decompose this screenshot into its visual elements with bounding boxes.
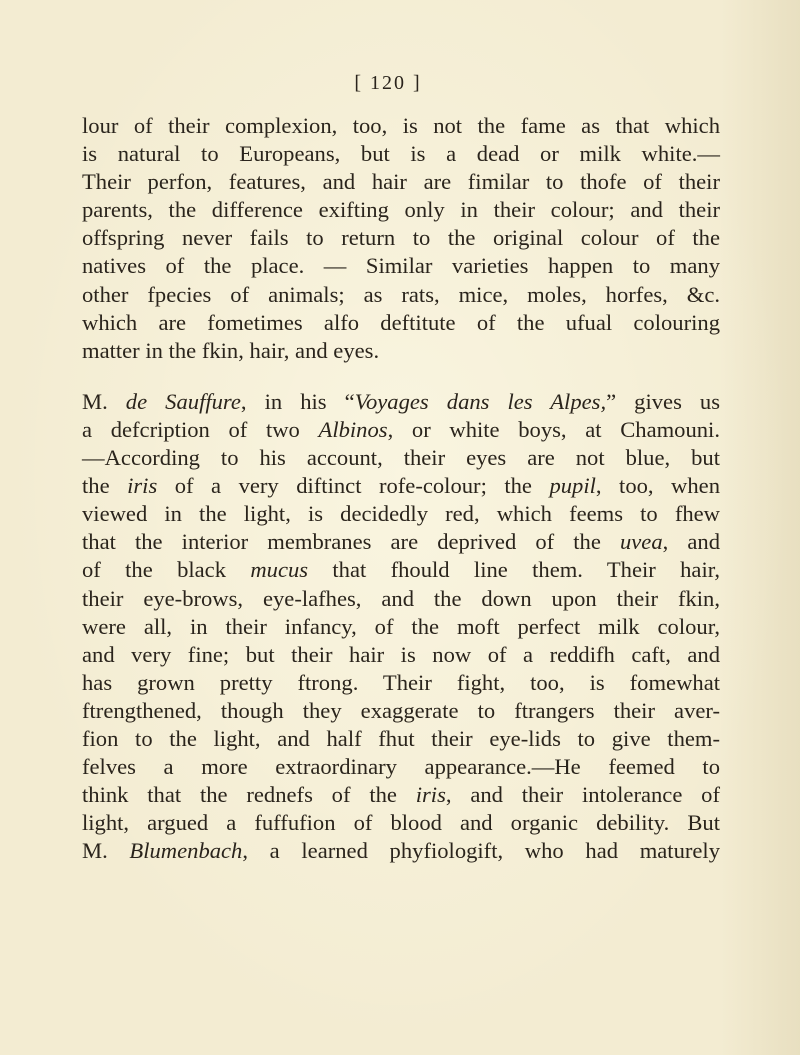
text-run: think that the rednefs of the [82, 782, 416, 808]
text-run: , and [662, 529, 720, 555]
text-line: parents, the difference exifting only in their colour; and their [82, 197, 720, 223]
text-run: , and their intolerance of [445, 782, 720, 808]
paragraph-1 [82, 112, 720, 365]
text-line: ftrengthened, though they exaggerate to ftrangers their aver- [82, 697, 720, 723]
text-line: light, argued a fuffufion of blood and organic debility. But [82, 810, 720, 836]
text-line: Their perfon, features, and hair are fimilar to thofe of their [82, 169, 720, 195]
italic-term: uvea [619, 529, 663, 555]
italic-term: pupil [549, 473, 596, 499]
italic-term: iris [127, 473, 158, 499]
page-number: [ 120 ] [354, 72, 422, 94]
text-line: has grown pretty ftrong. Their fight, too, is fomewhat [82, 669, 720, 695]
text-run: , too, when [595, 473, 720, 499]
text-line [82, 416, 720, 444]
text-line: natives of the place. — Similar varieties happen to many [82, 253, 720, 279]
text-run: M. [82, 838, 130, 864]
text-line: matter in the fkin, hair, and eyes. [82, 337, 380, 363]
text-run: , in his “ [240, 388, 355, 414]
text-line: lour of their complexion, too, is not the fame as that which [82, 113, 720, 138]
text-run: that the interior membranes are deprived of the [82, 529, 620, 555]
text-line [82, 472, 720, 500]
text-run: of a very diftinct rofe-colour; the [157, 473, 550, 499]
text-line [82, 837, 720, 865]
text-line: viewed in the light, is decidedly red, which feems to fhew [82, 501, 720, 527]
text-line [82, 528, 720, 556]
text-line [82, 388, 720, 416]
text-line [82, 556, 720, 584]
italic-term: Albinos [318, 416, 388, 442]
italic-name: de Sauffure [125, 388, 241, 414]
text-line: other fpecies of animals; as rats, mice, moles, horfes, &c. [82, 281, 720, 307]
text-line: felves a more extraordinary appearance.—He feemed to [82, 754, 720, 780]
text-line: and very fine; but their hair is now of a reddifh caft, and [82, 641, 720, 667]
italic-name: Blumenbach [129, 838, 243, 864]
text-line [82, 781, 720, 809]
italic-term: mucus [250, 557, 309, 583]
text-line: is natural to Europeans, but is a dead or milk white.— [82, 141, 720, 167]
text-run: M. [82, 388, 126, 414]
text-run: , or white boys, at Chamouni. [387, 416, 720, 442]
text-run: the [82, 473, 128, 499]
text-run: , a learned phyfiologift, who had maturely [242, 838, 721, 864]
paragraph-2 [82, 388, 720, 866]
text-run: a defcription of two [82, 416, 319, 442]
body-text [82, 112, 720, 865]
text-line: —According to his account, their eyes are not blue, but [82, 445, 720, 471]
text-run: that fhould line them. Their hair, [308, 557, 721, 583]
text-line: their eye-brows, eye-lafhes, and the down upon their fkin, [82, 585, 720, 611]
text-run: of the black [82, 557, 251, 583]
text-line: offspring never fails to return to the original colour of the [82, 225, 720, 251]
italic-title: Voyages dans les Alpes, [354, 388, 607, 414]
text-line: were all, in their infancy, of the moft perfect milk colour, [82, 613, 720, 639]
italic-term: iris [415, 782, 446, 808]
text-line: which are fometimes alfo deftitute of the ufual colouring [82, 309, 720, 335]
text-run: ” gives us [606, 388, 721, 414]
paragraph-gap [82, 365, 720, 388]
text-line: fion to the light, and half fhut their eye-lids to give them- [82, 725, 720, 751]
